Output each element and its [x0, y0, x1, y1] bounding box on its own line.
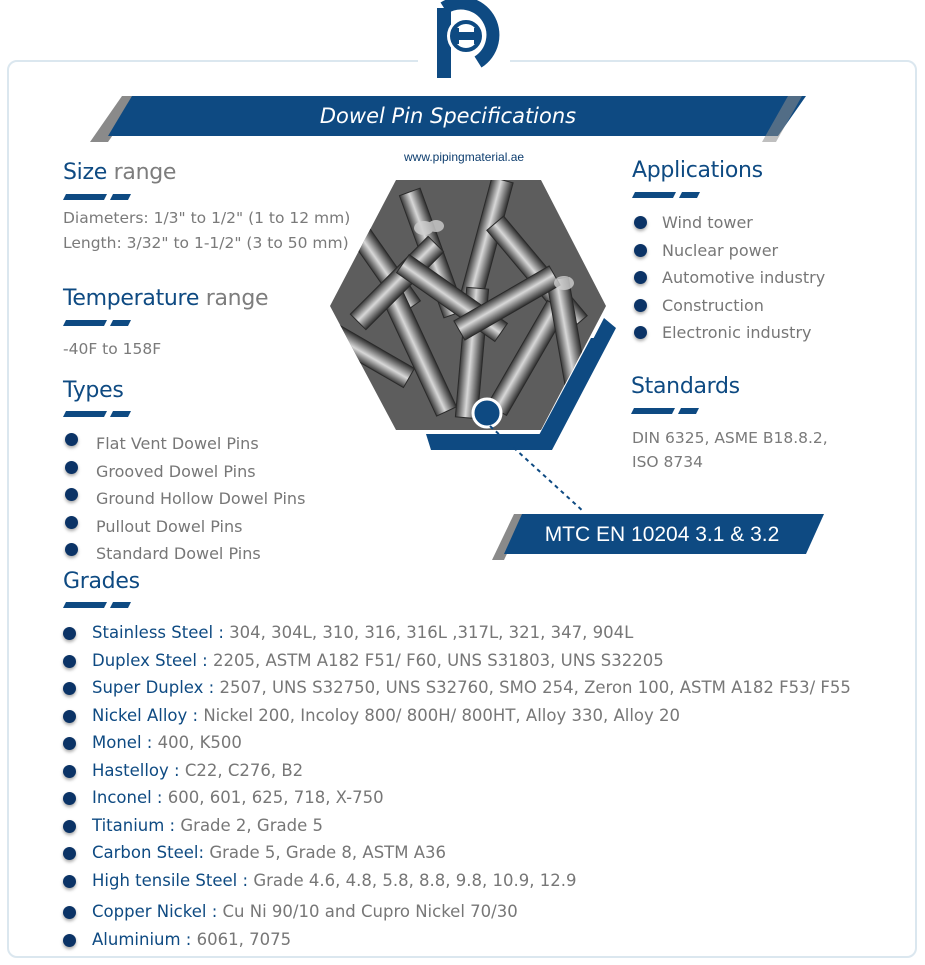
- grade-value: Grade 5, Grade 8, ASTM A36: [209, 843, 447, 862]
- size-diameters: Diameters: 1/3" to 1/2" (1 to 12 mm): [63, 209, 351, 227]
- application-label: Electronic industry: [662, 323, 812, 342]
- bullet-icon: [65, 488, 78, 501]
- grade-separator: :: [213, 623, 230, 642]
- mtc-banner: [492, 514, 828, 560]
- grade-separator: :: [206, 902, 223, 921]
- size-range-heading-rest: range: [106, 160, 177, 185]
- bullet-icon: [63, 792, 76, 805]
- types-heading: Types: [63, 378, 124, 403]
- title-banner: [90, 96, 806, 142]
- grades-heading: Grades: [63, 569, 140, 594]
- bullet-icon: [63, 710, 76, 723]
- grade-name: Nickel Alloy: [92, 705, 188, 725]
- temperature-value: -40F to 158F: [63, 340, 162, 358]
- website-url: www.pipingmaterial.ae: [404, 150, 525, 164]
- mtc-label: MTC EN 10204 3.1 & 3.2: [544, 523, 780, 546]
- grade-entry: [92, 929, 291, 951]
- temperature-heading-rest: range: [199, 286, 269, 311]
- size-range-heading: [63, 160, 176, 185]
- grade-value: 400, K500: [157, 733, 242, 752]
- grade-separator: :: [237, 870, 254, 890]
- bullet-icon: [63, 655, 76, 668]
- bullet-icon: [65, 461, 78, 474]
- grade-name: Stainless Steel: [92, 623, 214, 642]
- grade-value: Grade 2, Grade 5: [180, 815, 323, 835]
- grade-value: 2205, ASTM A182 F51/ F60, UNS S31803, UNS S32205: [212, 650, 664, 670]
- types-underline: [63, 411, 133, 417]
- standards-underline: [631, 408, 701, 414]
- type-label: Ground Hollow Dowel Pins: [96, 489, 306, 508]
- applications-underline: [632, 192, 702, 198]
- grade-entry: [92, 842, 446, 864]
- grade-value: 304, 304L, 310, 316, 316L ,317L, 321, 347, 904L: [229, 623, 634, 642]
- standards-heading: Standards: [631, 374, 740, 399]
- grade-separator: :: [196, 650, 213, 670]
- grade-name: Hastelloy: [92, 760, 169, 780]
- grade-value: Grade 4.6, 4.8, 5.8, 8.8, 9.8, 10.9, 12.9: [253, 870, 577, 890]
- bullet-icon: [634, 216, 647, 229]
- connector-line: [480, 420, 590, 515]
- grade-name: Carbon Steel: [92, 843, 199, 862]
- grade-value: 2507, UNS S32750, UNS S32760, SMO 254, Zeron 100, ASTM A182 F53/ F55: [219, 678, 851, 697]
- bullet-icon: [634, 271, 647, 284]
- grade-entry: [92, 787, 384, 809]
- bullet-icon: [63, 934, 76, 947]
- bullet-icon: [63, 765, 76, 778]
- bullet-icon: [63, 820, 76, 833]
- grade-value: Nickel 200, Incoloy 800/ 800H/ 800HT, Alloy 330, Alloy 20: [203, 705, 681, 725]
- bullet-icon: [634, 244, 647, 257]
- application-label: Wind tower: [662, 213, 753, 232]
- grade-name: Titanium: [92, 815, 165, 835]
- standards-line-2: ISO 8734: [632, 453, 703, 471]
- size-length: Length: 3/32" to 1-1/2" (3 to 50 mm): [63, 234, 349, 252]
- grade-separator: :: [164, 815, 181, 835]
- grade-value: C22, C276, B2: [184, 760, 304, 780]
- application-label: Automotive industry: [662, 268, 826, 287]
- bullet-icon: [65, 543, 78, 556]
- bullet-icon: [634, 326, 647, 339]
- brand-logo: [418, 0, 510, 84]
- grade-entry: [92, 650, 664, 672]
- applications-heading: Applications: [632, 158, 763, 183]
- grade-entry: [92, 677, 851, 699]
- grades-underline: [63, 602, 133, 608]
- temperature-heading-main: Temperature: [63, 286, 200, 311]
- grade-name: Super Duplex: [92, 678, 204, 697]
- grade-value: 6061, 7075: [196, 929, 292, 949]
- bullet-icon: [65, 516, 78, 529]
- grade-value: Cu Ni 90/10 and Cupro Nickel 70/30: [222, 902, 518, 921]
- grade-separator: :: [151, 788, 168, 807]
- size-range-underline: [63, 194, 133, 200]
- application-label: Construction: [662, 295, 764, 315]
- grade-entry: [92, 732, 242, 754]
- grade-name: Copper Nickel: [92, 902, 207, 921]
- type-label: Standard Dowel Pins: [96, 544, 261, 563]
- grade-entry: [92, 901, 518, 923]
- grade-separator: :: [141, 733, 158, 752]
- grade-name: Duplex Steel: [92, 650, 197, 670]
- grade-separator: :: [168, 760, 185, 780]
- grade-entry: [92, 760, 303, 782]
- grade-separator: :: [198, 843, 210, 862]
- type-label: Pullout Dowel Pins: [96, 516, 243, 536]
- grade-separator: :: [187, 705, 204, 725]
- grade-entry: [92, 705, 680, 727]
- application-label: Nuclear power: [662, 240, 779, 260]
- size-range-heading-main: Size: [63, 160, 107, 185]
- banner-title: Dowel Pin Specifications: [319, 104, 577, 128]
- bullet-icon: [63, 847, 76, 860]
- grade-name: High tensile Steel: [92, 870, 238, 890]
- bullet-icon: [65, 433, 78, 446]
- grade-entry: [92, 815, 323, 837]
- type-label: Flat Vent Dowel Pins: [96, 434, 259, 453]
- temperature-heading: [63, 286, 268, 311]
- bullet-icon: [63, 682, 76, 695]
- grade-entry: [92, 870, 576, 892]
- grade-separator: :: [180, 929, 197, 949]
- bullet-icon: [63, 737, 76, 750]
- type-label: Grooved Dowel Pins: [96, 461, 256, 481]
- bullet-icon: [63, 906, 76, 919]
- temperature-underline: [63, 320, 133, 326]
- grade-name: Aluminium: [92, 929, 181, 949]
- bullet-icon: [634, 299, 647, 312]
- dowel-pins-image: [326, 168, 616, 458]
- grade-name: Inconel: [92, 788, 152, 807]
- grade-value: 600, 601, 625, 718, X-750: [167, 788, 384, 807]
- grade-separator: :: [203, 678, 220, 697]
- bullet-icon: [63, 875, 76, 888]
- grade-name: Monel: [92, 733, 142, 752]
- standards-line-1: DIN 6325, ASME B18.8.2,: [632, 429, 828, 447]
- grade-entry: [92, 622, 633, 644]
- bullet-icon: [63, 627, 76, 640]
